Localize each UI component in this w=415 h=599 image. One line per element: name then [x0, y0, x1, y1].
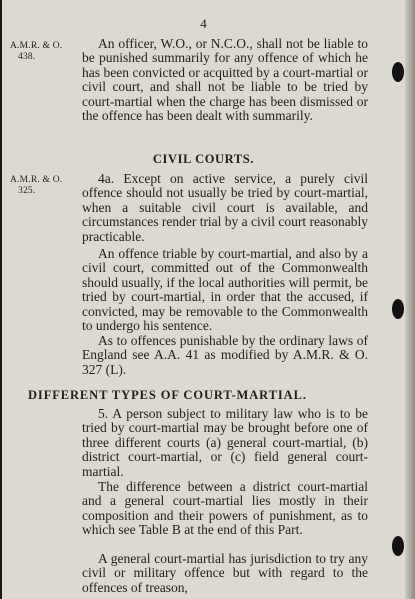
page-number: 4: [200, 16, 207, 31]
binding-hole: [392, 299, 404, 319]
margin-reference: [10, 175, 62, 197]
paragraph-summary-punishment: An officer, W.O., or N.C.O., shall not be liable to be punished summarily for any offence of which he has been convicted or acquitted by a court-martial or civil court, and shall not be liable to be tried by court-martial when the charge has been dismissed or the offence has been dealt with summarily.: [82, 36, 368, 124]
binding-hole: [392, 62, 404, 82]
margin-reference-source: A.M.R. & O.: [10, 41, 63, 51]
paragraph-general-jurisdiction: A general court-martial has jurisdiction to try any civil or military offence but with regard to the offences of treason,: [82, 551, 368, 595]
paragraph-4a: 4a. Except on active service, a purely civil offence should not usually be tried by court-martial, when a suitable civil court is available, and circumstances render trial by a civil court reasonably practicable.: [82, 171, 369, 244]
margin-reference-number: 325.: [18, 186, 36, 196]
page-edge: [405, 0, 415, 599]
paragraph-5: 5. A person subject to military law who is to be tried by court-martial may be brought before one of three different courts (a) general court-martial, (b) district court-martial, or (c) field general court-martial.: [82, 406, 368, 479]
paragraph-ordinary-laws: As to offences punishable by the ordinary laws of England see A.A. 41 as modified by A.M.R. & O. 327 (L).: [82, 333, 368, 377]
margin-reference: [10, 41, 62, 63]
margin-reference-number: 438.: [18, 52, 36, 62]
section-heading-court-martial-types: DIFFERENT TYPES OF COURT-MARTIAL.: [28, 388, 307, 402]
margin-reference-source: A.M.R. & O.: [10, 175, 63, 185]
document-page: [2, 0, 405, 599]
binding-hole: [392, 536, 404, 556]
paragraph-civil-offence-abroad: An offence triable by court-martial, and also by a civil court, committed out of the Commonwealth should usually, if the local authorities will permit, be tried by court-martial, in order that the accused, if convicted, may be removable to the Commonwealth to undergo his sentence.: [82, 246, 368, 334]
section-heading-civil-courts: CIVIL COURTS.: [152, 152, 255, 166]
paragraph-district-vs-general: The difference between a district court-martial and a general court-martial lies mostly in their composition and their powers of punishment, as to which see Table B at the end of this Part.: [82, 479, 368, 538]
